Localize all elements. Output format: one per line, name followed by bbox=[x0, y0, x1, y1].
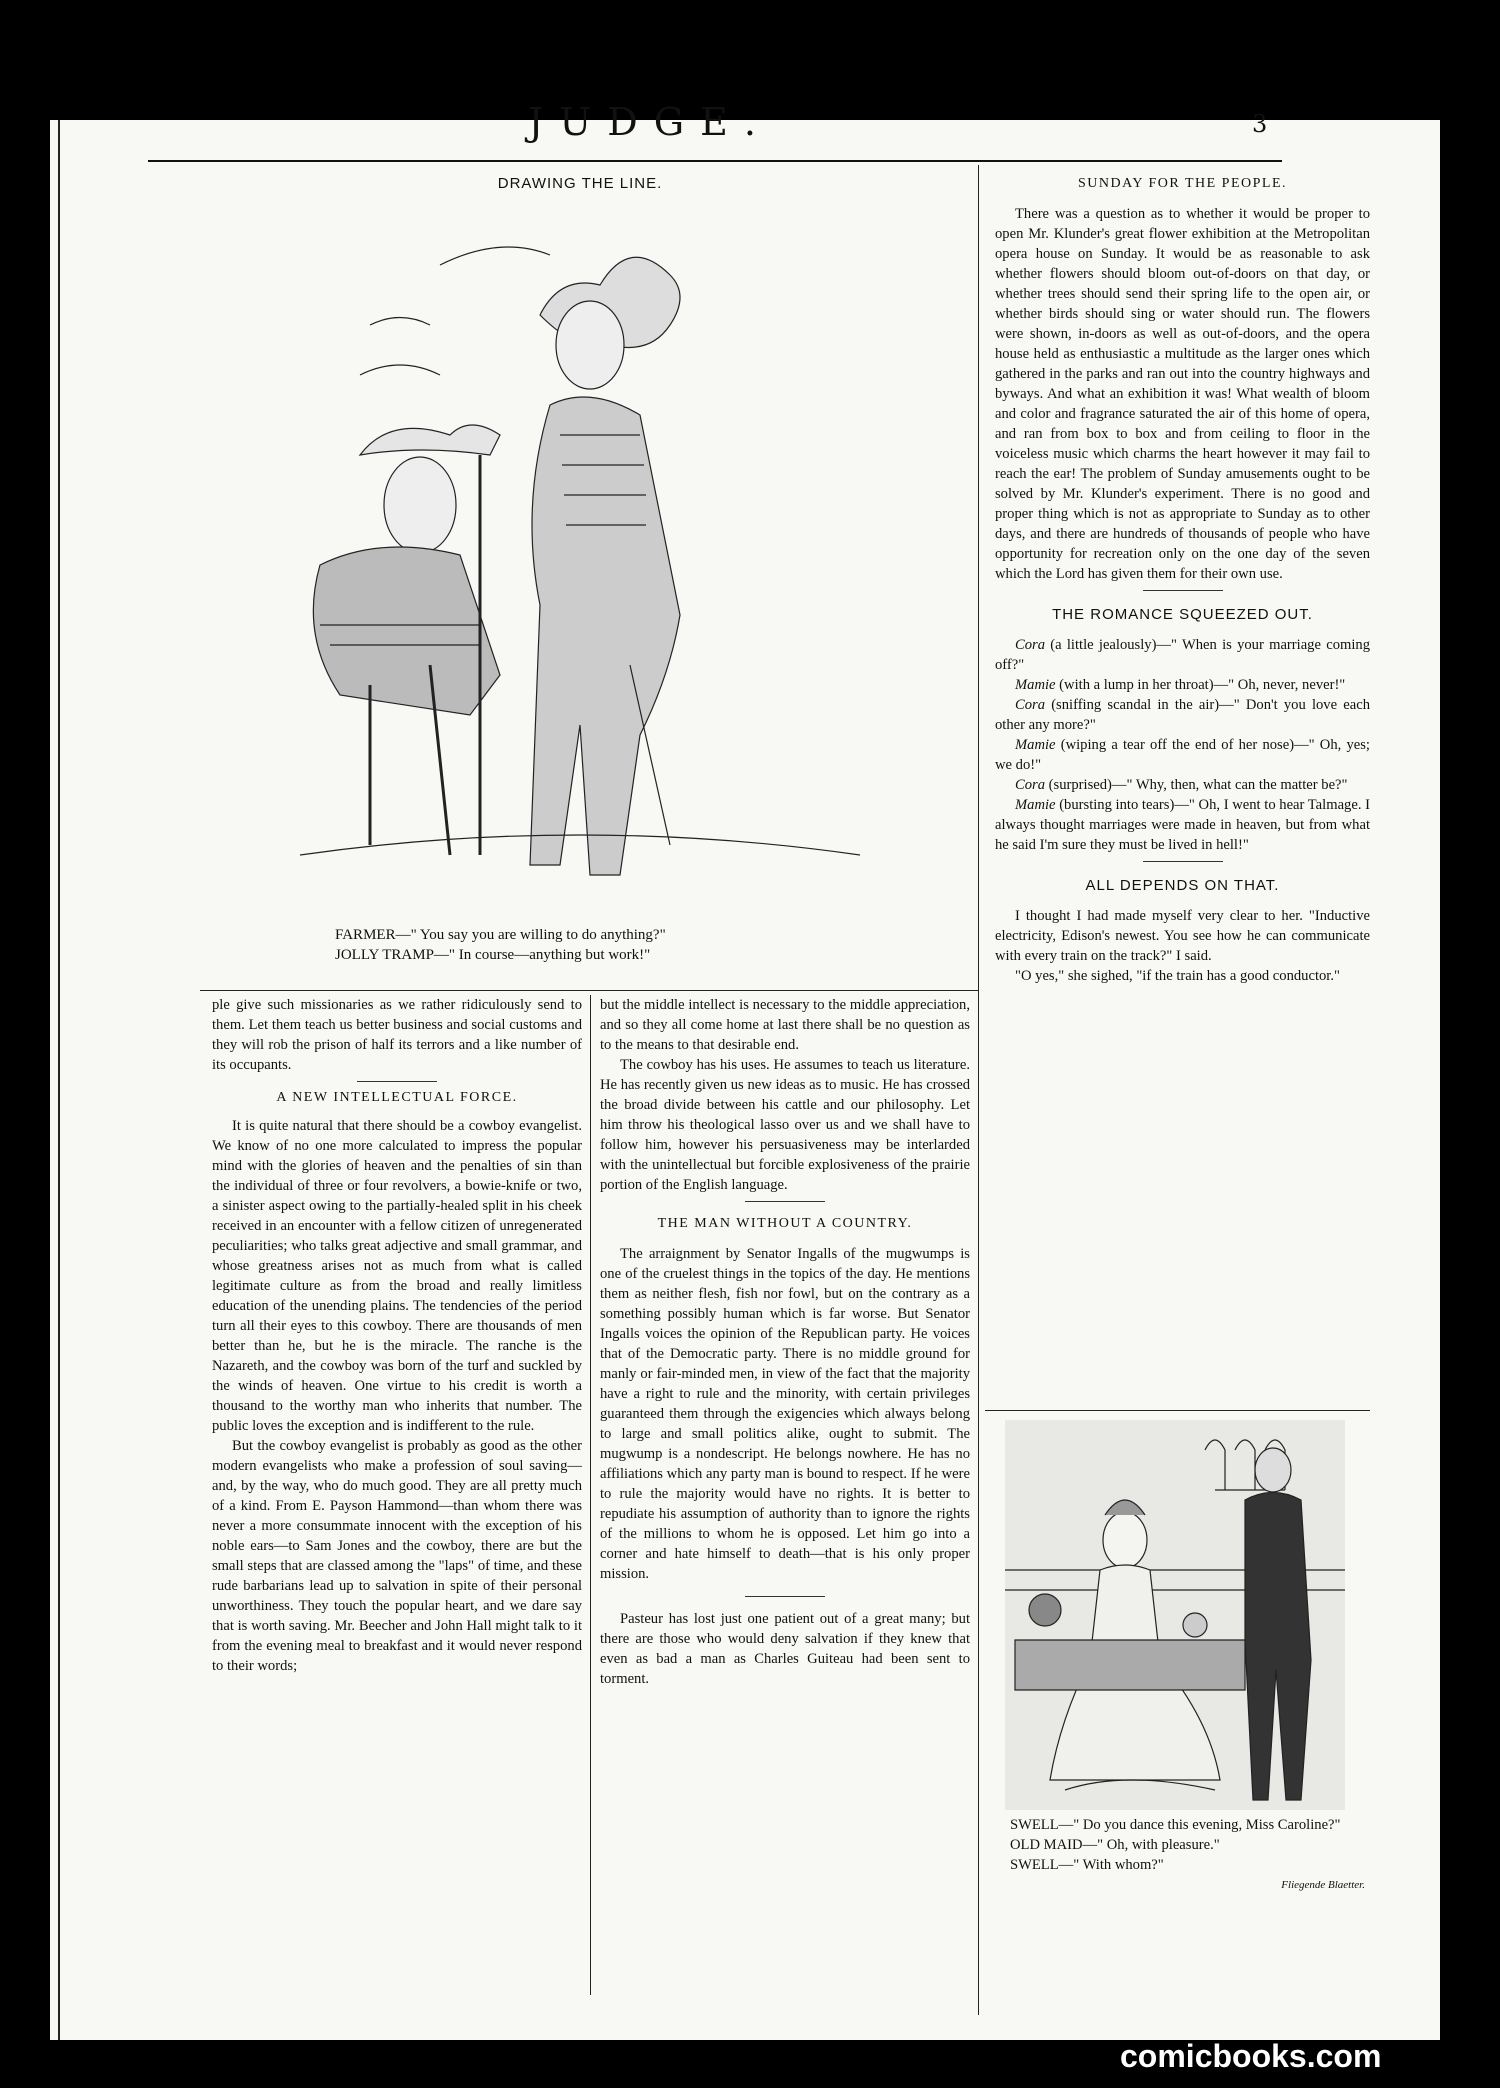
divider bbox=[357, 1081, 437, 1082]
swell-line-1: SWELL—" Do you dance this evening, Miss Caroline?" bbox=[1010, 1817, 1341, 1833]
col2-p2: The arraignment by Senator Ingalls of the mugwumps is one of the cruelest things in the topics of the day. He mentions them as neither flesh, fish nor fowl, but on the contrary as a something possibly human which is far worse. But Senator Ingalls voices the opinion of the Republican party. He voices that of the Democratic party. There is no middle ground for manly or fair-minded men, in view of the fact that the majority have a right to rule and the minority, with certain privileges guaranteed them through the exigencies which always belong to large and small politics alike, ought to submit. The mugwump is a nondescript. He belongs nowhere. He has no affiliations which any party man is bound to respect. If he were to rule the majority would have no rights. It is better to repudiate his assumption of authority than to ignore the rights of the millions to whom he is opposed. Let him go into a corner and hate himself to death—that is his only proper mission. bbox=[600, 1246, 970, 1582]
column-rule-middle bbox=[590, 995, 591, 1995]
swell-line-3: SWELL—" With whom?" bbox=[1010, 1857, 1164, 1873]
masthead-title: JUDGE. bbox=[528, 100, 772, 144]
drawing-the-line-heading: DRAWING THE LINE. bbox=[497, 175, 663, 192]
depends-p1: I thought I had made myself very clear to her. "Inductive electricity, Edison's newest. You see how he can communicate with every train on the track?" I said. bbox=[995, 908, 1370, 964]
romance-line-4: Mamie (wiping a tear off the end of her nose)—" Oh, yes; we do!" bbox=[995, 737, 1370, 773]
col2-p1: The cowboy has his uses. He assumes to teach us literature. He has recently given us new ideas as to music. He has crossed the broad divide between his cattle and our philosophy. Let him throw his theological lasso over us and we shall have to follow him, however his persuasiveness may be interlarded with the unintellectual but forcible explosiveness of the prairie portion of the English language. bbox=[600, 1057, 970, 1193]
col2-intro: but the middle intellect is necessary to the middle appreciation, and so they all come home at last there shall be no question as to the means to that desirable end. bbox=[600, 997, 970, 1053]
sunday-heading: SUNDAY FOR THE PEOPLE. bbox=[1077, 176, 1288, 191]
col2-p3: Pasteur has lost just one patient out of a great many; but there are those who would deny salvation if they knew that even as bad a man as Charles Guiteau had been sent to torment. bbox=[600, 1611, 970, 1687]
page-edge bbox=[58, 120, 60, 2040]
romance-line-2: Mamie (with a lump in her throat)—" Oh, never, never!" bbox=[1015, 677, 1346, 693]
drawing-the-line-section bbox=[200, 168, 960, 204]
swell-old-maid-illustration bbox=[1005, 1420, 1345, 1810]
col1-p2: But the cowboy evangelist is probably as good as the other modern evangelists who make a profession of soul saving—and, by the way, who do much good. They are all pretty much of a kind. From E. Payson Hammond—than whom there was never a more consummate innocent with the exception of his noble ears—to Sam Jones and the cowboy, there are but the small steps that are classed among the "laps" of time, and these rude barbarians lead up to salvation in spite of their personal unworthiness. They touch the popular heart, and we dare say that is worth saving. Mr. Beecher and John Hall might talk to it from the evening meal to breakfast and it would never respond to their words; bbox=[212, 1438, 582, 1674]
column-rule-right bbox=[978, 165, 979, 2015]
sunday-body: There was a question as to whether it would be proper to open Mr. Klunder's great flower exhibition at the Metropolitan opera house on Sunday. It would be as reasonable to ask whether flowers should bloom out-of-doors on that day, or whether trees should send their spring life to the open air, or whether birds should sing or water should run. The flowers were shown, in-doors as well as out-of-doors, and the opera house held as enthusiastic a multitude as the larger ones which gathered in the parks and ran out into the country highways and byways. And what an exhibition it was! What wealth of bloom and color and fragrance saturated the air of this home of opera, and ran from box to box and from ceiling to floor in the voiceless music which charms the heart however it may fail to reach the ear! The problem of Sunday amusements ought to be solved by Mr. Klunder's experiment. There is no good and proper thing which is not as appropriate to Sunday as to other days, and there are hundreds of thousands of people who have opportunity for recreation only on the one day of the seven which the Lord has given them for their own use. bbox=[995, 206, 1370, 582]
divider bbox=[745, 1596, 825, 1597]
romance-line-6: Mamie (bursting into tears)—" Oh, I went to hear Talmage. I always thought marriages were made in heaven, but from what he said I'm sure they must be lived in hell!" bbox=[995, 797, 1370, 853]
romance-line-1: Cora (a little jealously)—" When is your marriage coming off?" bbox=[995, 637, 1370, 673]
watermark: comicbooks.com bbox=[1120, 2038, 1382, 2074]
depends-p2: "O yes," she sighed, "if the train has a good conductor." bbox=[1015, 968, 1340, 984]
farmer-tramp-illustration bbox=[300, 205, 860, 895]
page-number: 3 bbox=[1252, 110, 1268, 138]
col1-p1: It is quite natural that there should be a cowboy evangelist. We know of no one more calculated to impress the popular mind with the glories of heaven and the penalties of sin than the individual of three or four revolvers, a bowie-knife or two, a sinister aspect owing to the partially-healed split in his cheek received in an encounter with a fellow citizen of unregenerated peculiarities; who talks great adjective and small grammar, and whose greatness arises not as much from what is called legitimate culture as from the broad and really limitless education of the unending plains. The tendencies of the period turn all their eyes to this cowboy. There are thousands of men better than he, but he is the miracle. The ranche is the Nazareth, and the cowboy was born of the turf and suckled by the winds of heaven. One virtue to his credit is worth a thousand to the worthy man who inherits that number. The public loves the exception and is indifferent to the rule. bbox=[212, 1118, 582, 1434]
swell-old-maid-drawing bbox=[1005, 1420, 1345, 1810]
swell-credit: Fliegende Blaetter. bbox=[1281, 1879, 1365, 1891]
depends-heading: ALL DEPENDS ON THAT. bbox=[1085, 877, 1280, 894]
column-two bbox=[600, 995, 970, 1689]
swell-caption bbox=[1010, 1815, 1365, 1895]
right-column bbox=[995, 168, 1370, 986]
swell-top-rule bbox=[985, 1410, 1370, 1411]
intellectual-force-heading: A NEW INTELLECTUAL FORCE. bbox=[276, 1090, 518, 1105]
romance-line-3: Cora (sniffing scandal in the air)—" Don't you love each other any more?" bbox=[995, 697, 1370, 733]
drawing-the-line-caption bbox=[335, 925, 855, 965]
illustration-bottom-rule bbox=[200, 990, 978, 991]
farmer-tramp-drawing bbox=[300, 205, 860, 895]
caption-farmer: FARMER—" You say you are willing to do anything?" bbox=[335, 927, 666, 943]
swell-line-2: OLD MAID—" Oh, with pleasure." bbox=[1010, 1837, 1220, 1853]
divider bbox=[745, 1201, 825, 1202]
col1-intro: ple give such missionaries as we rather ridiculously send to them. Let them teach us better business and social customs and they will rob the prison of half its terrors and a like number of its occupants. bbox=[212, 997, 582, 1073]
romance-heading: THE ROMANCE SQUEEZED OUT. bbox=[1052, 606, 1313, 623]
man-without-country-heading: THE MAN WITHOUT A COUNTRY. bbox=[657, 1216, 913, 1231]
romance-line-5: Cora (surprised)—" Why, then, what can the matter be?" bbox=[1015, 777, 1348, 793]
masthead-rule bbox=[148, 160, 1282, 162]
column-one bbox=[212, 995, 582, 1676]
caption-tramp: JOLLY TRAMP—" In course—anything but work!" bbox=[335, 947, 651, 963]
divider bbox=[1143, 861, 1223, 862]
divider bbox=[1143, 590, 1223, 591]
